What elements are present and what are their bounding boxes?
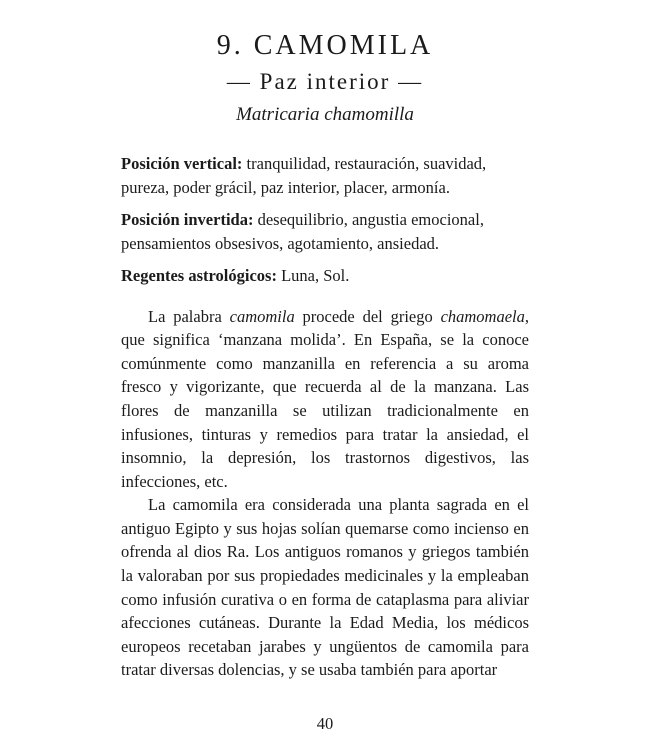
attribute-label: Posición vertical: — [121, 154, 243, 174]
text-segment: procede del griego — [294, 306, 441, 326]
text-segment: La palabra — [148, 306, 230, 326]
attribute-text: Luna, Sol. — [276, 266, 350, 286]
attribute-text: desequilibrio, angustia emocional, pensamientos obsesivos, agotamiento, ansiedad. — [121, 210, 484, 253]
body-text — [121, 305, 529, 683]
page-content — [121, 0, 529, 682]
text-segment: La camomila era considerada una planta sagrada en el antiguo Egipto y sus hojas solían quemarse como incienso en ofrenda al dios Ra. Los antiguos romanos y griegos también la valoraban por sus propiedades medicinales y la empleaban como infusión curativa o en forma de cataplasma para aliviar afecciones cutáneas. Durante la Edad Media, los médicos europeos recetaban jarabes y ungüentos de camomila para tratar diversas dolencias, y se usaba también para aportar — [121, 495, 529, 680]
page-number: 40 — [316, 714, 334, 733]
chapter-subtitle: — Paz interior — — [226, 69, 424, 95]
attribute-upright — [121, 152, 529, 199]
attributes-section — [121, 152, 529, 287]
italic-segment: camomila — [229, 306, 295, 326]
latin-name: Matricaria chamomilla — [236, 103, 414, 125]
text-segment: , que significa ‘manzana molida’. En España, se la conoce comúnmente como manzanilla en referencia a su aroma fresco y vigorizante, que recuerda al de la manzana. Las flores de manzanilla se utilizan tradicionalmente en infusiones, tinturas y remedios para tratar la ansiedad, el insomnio, la depresión, los trastornos digestivos, las infecciones, etc. — [121, 306, 530, 491]
attribute-reversed — [121, 208, 529, 255]
attribute-astrological-rulers — [121, 264, 529, 287]
italic-segment: chamomaela — [440, 306, 525, 326]
attribute-label: Regentes astrológicos: — [121, 266, 277, 286]
body-paragraph — [121, 493, 529, 682]
chapter-title: 9. CAMOMILA — [216, 30, 434, 61]
attribute-text: tranquilidad, restauración, suavidad, pureza, poder grácil, paz interior, placer, armonía. — [121, 154, 487, 197]
attribute-label: Posición invertida: — [121, 210, 254, 230]
body-paragraph — [121, 305, 529, 494]
